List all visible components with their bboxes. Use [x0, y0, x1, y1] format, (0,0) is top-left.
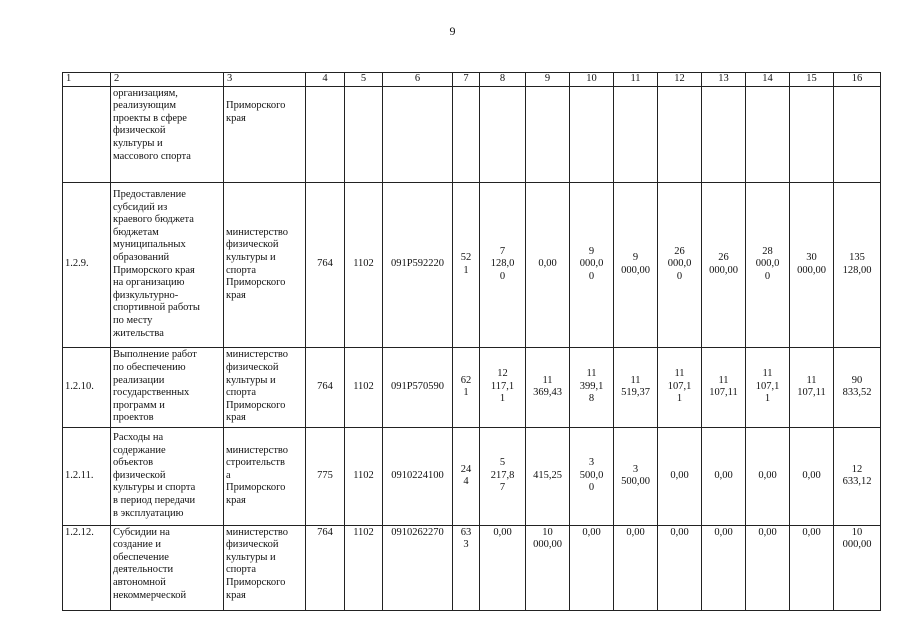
value-cell: 764: [306, 182, 345, 347]
value-cell: 0,00: [746, 427, 790, 525]
value-cell: 10 000,00: [526, 525, 570, 610]
header-cell: 5: [345, 73, 383, 87]
responsible-cell: министерство физической культуры и спорта Приморского края: [224, 525, 306, 610]
value-cell: [614, 86, 658, 182]
header-cell: 15: [790, 73, 834, 87]
row-index-cell: 1.2.11.: [63, 427, 111, 525]
value-cell: 63 3: [453, 525, 480, 610]
value-cell: 0,00: [702, 427, 746, 525]
value-cell: 3 500,00: [614, 427, 658, 525]
value-cell: 26 000,0 0: [658, 182, 702, 347]
description-cell: организациям, реализующим проекты в сфере физической культуры и массового спорта: [111, 86, 224, 182]
value-cell: 0,00: [480, 525, 526, 610]
value-cell: [790, 86, 834, 182]
value-cell: 0,00: [790, 525, 834, 610]
value-cell: [453, 86, 480, 182]
header-cell: 16: [834, 73, 881, 87]
value-cell: [834, 86, 881, 182]
value-cell: 11 369,43: [526, 347, 570, 427]
responsible-cell: министерство строительств а Приморского края: [224, 427, 306, 525]
value-cell: 28 000,0 0: [746, 182, 790, 347]
value-cell: [480, 86, 526, 182]
row-index-cell: 1.2.10.: [63, 347, 111, 427]
value-cell: [383, 86, 453, 182]
row-index-cell: 1.2.12.: [63, 525, 111, 610]
value-cell: 0,00: [614, 525, 658, 610]
value-cell: [702, 86, 746, 182]
value-cell: 0,00: [570, 525, 614, 610]
value-cell: 11 519,37: [614, 347, 658, 427]
description-cell: Субсидии на создание и обеспечение деятельности автономной некоммерческой: [111, 525, 224, 610]
table-row: [63, 86, 881, 182]
table-row: [63, 182, 881, 347]
table-row: [63, 525, 881, 610]
description-cell: Выполнение работ по обеспечению реализации государственных программ и проектов: [111, 347, 224, 427]
budget-table: [62, 72, 881, 611]
value-cell: 11 107,11: [702, 347, 746, 427]
header-cell: 11: [614, 73, 658, 87]
value-cell: [658, 86, 702, 182]
value-cell: 1102: [345, 525, 383, 610]
value-cell: 135 128,00: [834, 182, 881, 347]
header-cell: 9: [526, 73, 570, 87]
value-cell: 0,00: [702, 525, 746, 610]
value-cell: [526, 86, 570, 182]
value-cell: 091P592220: [383, 182, 453, 347]
value-cell: 24 4: [453, 427, 480, 525]
header-cell: 1: [63, 73, 111, 87]
value-cell: 415,25: [526, 427, 570, 525]
value-cell: 10 000,00: [834, 525, 881, 610]
value-cell: 1102: [345, 347, 383, 427]
value-cell: 9 000,00: [614, 182, 658, 347]
description-cell: Расходы на содержание объектов физической культуры и спорта в период передачи в эксплуатацию: [111, 427, 224, 525]
header-cell: 12: [658, 73, 702, 87]
row-index-cell: 1.2.9.: [63, 182, 111, 347]
value-cell: [570, 86, 614, 182]
header-cell: 10: [570, 73, 614, 87]
value-cell: [306, 86, 345, 182]
value-cell: 11 107,11: [790, 347, 834, 427]
value-cell: 11 107,1 1: [746, 347, 790, 427]
table-row: [63, 427, 881, 525]
value-cell: 5 217,8 7: [480, 427, 526, 525]
value-cell: 764: [306, 347, 345, 427]
page-number: 9: [449, 24, 456, 38]
value-cell: 091P570590: [383, 347, 453, 427]
value-cell: 1102: [345, 427, 383, 525]
header-cell: 8: [480, 73, 526, 87]
value-cell: 764: [306, 525, 345, 610]
value-cell: 0,00: [790, 427, 834, 525]
table-row: [63, 347, 881, 427]
header-cell: 14: [746, 73, 790, 87]
value-cell: 12 633,12: [834, 427, 881, 525]
value-cell: 3 500,0 0: [570, 427, 614, 525]
value-cell: 1102: [345, 182, 383, 347]
responsible-cell: Приморского края: [224, 86, 306, 182]
value-cell: 0910262270: [383, 525, 453, 610]
value-cell: 11 107,1 1: [658, 347, 702, 427]
description-cell: Предоставление субсидий из краевого бюджета бюджетам муниципальных образований Приморского края на организацию физкультурно- спортивной работы по месту жительства: [111, 182, 224, 347]
value-cell: 52 1: [453, 182, 480, 347]
value-cell: 0,00: [658, 427, 702, 525]
header-row: [63, 73, 881, 87]
value-cell: 0,00: [658, 525, 702, 610]
value-cell: 12 117,1 1: [480, 347, 526, 427]
header-cell: 2: [111, 73, 224, 87]
value-cell: 62 1: [453, 347, 480, 427]
value-cell: 7 128,0 0: [480, 182, 526, 347]
header-cell: 3: [224, 73, 306, 87]
value-cell: 775: [306, 427, 345, 525]
row-index-cell: [63, 86, 111, 182]
header-cell: 7: [453, 73, 480, 87]
responsible-cell: министерство физической культуры и спорта Приморского края: [224, 347, 306, 427]
header-cell: 6: [383, 73, 453, 87]
header-cell: 4: [306, 73, 345, 87]
responsible-cell: министерство физической культуры и спорта Приморского края: [224, 182, 306, 347]
header-cell: 13: [702, 73, 746, 87]
value-cell: 30 000,00: [790, 182, 834, 347]
value-cell: [345, 86, 383, 182]
value-cell: 26 000,00: [702, 182, 746, 347]
value-cell: 90 833,52: [834, 347, 881, 427]
value-cell: [746, 86, 790, 182]
value-cell: 11 399,1 8: [570, 347, 614, 427]
value-cell: 0,00: [526, 182, 570, 347]
value-cell: 9 000,0 0: [570, 182, 614, 347]
value-cell: 0,00: [746, 525, 790, 610]
value-cell: 0910224100: [383, 427, 453, 525]
